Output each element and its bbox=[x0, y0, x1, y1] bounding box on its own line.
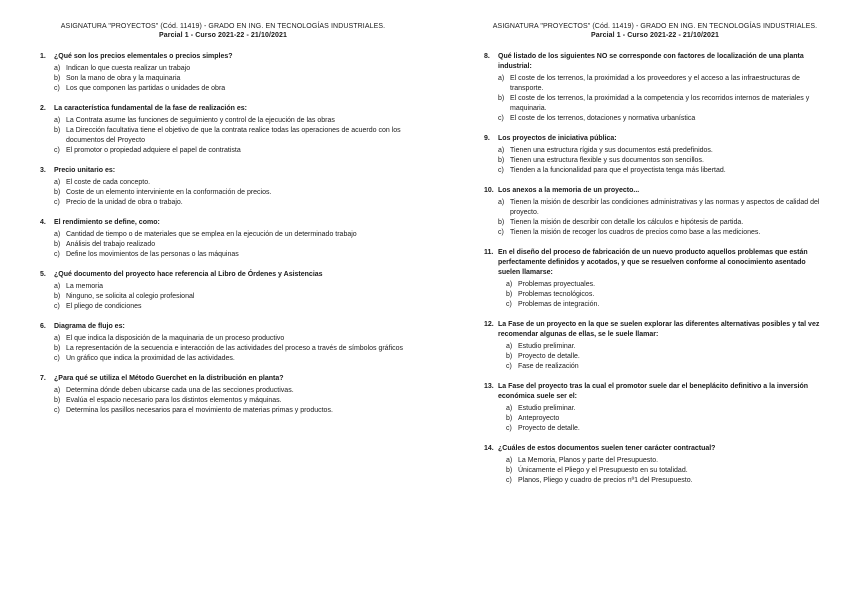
question-item bbox=[484, 134, 826, 176]
answer-options bbox=[484, 146, 826, 176]
option-label: c) bbox=[506, 425, 512, 432]
option-text: La Dirección facultativa tiene el objetivo de que la contrata realice todas las operaciones de acuerdo con los documentos del Proyecto bbox=[66, 127, 401, 144]
answer-options bbox=[40, 282, 406, 312]
option-label: b) bbox=[506, 353, 513, 360]
answer-options bbox=[40, 116, 406, 156]
option-text: Tienen una estructura rígida y sus documentos está predefinidos. bbox=[510, 147, 713, 154]
option-text: El promotor o propiedad adquiere el papel de contratista bbox=[66, 147, 241, 154]
option-label: b) bbox=[506, 291, 513, 298]
option-label: c) bbox=[506, 477, 512, 484]
answer-option bbox=[484, 476, 826, 486]
option-text: Determina los pasillos necesarios para el movimiento de materias primas y productos. bbox=[66, 407, 333, 414]
header-course-line: ASIGNATURA "PROYECTOS" (Cód. 11419) - GRADO EN ING. EN TECNOLOGÍAS INDUSTRIALES. bbox=[60, 23, 386, 30]
option-text: El coste de cada concepto. bbox=[66, 179, 151, 186]
answer-options bbox=[40, 334, 406, 364]
answer-option bbox=[40, 282, 406, 292]
option-label: b) bbox=[54, 397, 61, 404]
question-number: 4. bbox=[40, 219, 46, 226]
question-title bbox=[40, 322, 406, 332]
option-text: La representación de la secuencia e interacción de las actividades del proceso a través de símbolos gráficos bbox=[66, 345, 403, 352]
option-text: Planos, Pliego y cuadro de precios nº1 del Presupuesto. bbox=[518, 477, 693, 484]
option-label: a) bbox=[498, 75, 505, 82]
header-course-line: ASIGNATURA "PROYECTOS" (Cód. 11419) - GRADO EN ING. EN TECNOLOGÍAS INDUSTRIALES. bbox=[492, 23, 818, 30]
option-text: Estudio preliminar. bbox=[518, 405, 576, 412]
option-text: Tienden a la funcionalidad para que el proyectista tenga más libertad. bbox=[510, 167, 726, 174]
option-text: Problemas de integración. bbox=[518, 301, 600, 308]
option-label: c) bbox=[54, 407, 60, 414]
option-label: b) bbox=[54, 189, 61, 196]
answer-option bbox=[40, 250, 406, 260]
option-label: c) bbox=[54, 251, 60, 258]
answer-option bbox=[484, 342, 826, 352]
option-text: Proyecto de detalle. bbox=[518, 425, 580, 432]
option-label: a) bbox=[498, 199, 505, 206]
question-title bbox=[40, 166, 406, 176]
option-text: Ninguno, se solicita al colegio profesional bbox=[66, 293, 195, 300]
header-exam-line: Parcial 1 - Curso 2021-22 - 21/10/2021 bbox=[591, 32, 719, 39]
answer-options bbox=[40, 178, 406, 208]
answer-option bbox=[484, 352, 826, 362]
answer-options bbox=[484, 198, 826, 238]
option-label: c) bbox=[506, 363, 512, 370]
question-number: 3. bbox=[40, 167, 46, 174]
option-label: c) bbox=[54, 199, 60, 206]
question-item bbox=[484, 444, 826, 486]
option-text: Problemas proyectuales. bbox=[518, 281, 596, 288]
option-label: c) bbox=[54, 303, 60, 310]
question-number: 13. bbox=[484, 383, 494, 390]
option-text: Son la mano de obra y la maquinaria bbox=[66, 75, 181, 82]
answer-option bbox=[40, 334, 406, 344]
page-header bbox=[40, 22, 406, 40]
answer-option bbox=[40, 396, 406, 406]
option-text: La Memoria, Planos y parte del Presupuesto. bbox=[518, 457, 659, 464]
question-text: Los proyectos de iniciativa pública: bbox=[498, 135, 617, 142]
option-text: Tienen la misión de describir con detalle los cálculos e hipótesis de partida. bbox=[510, 219, 744, 226]
question-text: ¿Para qué se utiliza el Método Guerchet en la distribución en planta? bbox=[54, 375, 284, 382]
question-number: 1. bbox=[40, 53, 46, 60]
option-label: a) bbox=[54, 387, 61, 394]
question-item bbox=[40, 374, 406, 416]
answer-option bbox=[40, 198, 406, 208]
question-text: La Fase del proyecto tras la cual el promotor suele dar el beneplácito definitivo a la inversión económica suele ser el: bbox=[498, 383, 809, 400]
answer-options bbox=[484, 404, 826, 434]
option-text: El coste de los terrenos, la proximidad a la competencia y los recorridos internos de materiales y maquinaria. bbox=[510, 95, 810, 112]
question-item bbox=[40, 166, 406, 208]
option-text: Evalúa el espacio necesario para los distintos elementos y máquinas. bbox=[66, 397, 282, 404]
answer-option bbox=[484, 146, 826, 156]
answer-option bbox=[484, 424, 826, 434]
option-label: c) bbox=[54, 355, 60, 362]
question-text: Diagrama de flujo es: bbox=[54, 323, 125, 330]
question-number: 8. bbox=[484, 53, 490, 60]
option-label: b) bbox=[54, 293, 61, 300]
option-label: a) bbox=[54, 335, 61, 342]
option-label: a) bbox=[54, 117, 61, 124]
question-text: La característica fundamental de la fase de realización es: bbox=[54, 105, 247, 112]
option-label: b) bbox=[54, 345, 61, 352]
answer-option bbox=[40, 230, 406, 240]
question-title bbox=[484, 248, 826, 278]
option-text: Problemas tecnológicos. bbox=[518, 291, 595, 298]
option-text: El coste de los terrenos, dotaciones y normativa urbanística bbox=[510, 115, 696, 122]
option-label: c) bbox=[498, 229, 504, 236]
question-item bbox=[484, 52, 826, 124]
option-label: a) bbox=[54, 231, 61, 238]
option-label: c) bbox=[54, 147, 60, 154]
question-title bbox=[40, 374, 406, 384]
option-text: Anteproyecto bbox=[518, 415, 560, 422]
question-list-right bbox=[484, 52, 826, 486]
option-text: Proyecto de detalle. bbox=[518, 353, 580, 360]
option-label: b) bbox=[506, 467, 513, 474]
question-title bbox=[40, 52, 406, 62]
question-number: 5. bbox=[40, 271, 46, 278]
question-number: 12. bbox=[484, 321, 494, 328]
answer-options bbox=[40, 230, 406, 260]
option-label: b) bbox=[54, 241, 61, 248]
option-text: Tienen la misión de recoger los cuadros de precios como base a las mediciones. bbox=[510, 229, 761, 236]
option-label: a) bbox=[54, 65, 61, 72]
question-number: 6. bbox=[40, 323, 46, 330]
question-number: 10. bbox=[484, 187, 494, 194]
answer-options bbox=[484, 456, 826, 486]
question-number: 2. bbox=[40, 105, 46, 112]
option-label: a) bbox=[54, 283, 61, 290]
option-text: Coste de un elemento interviniente en la conformación de precios. bbox=[66, 189, 272, 196]
question-title bbox=[484, 382, 826, 402]
answer-option bbox=[484, 218, 826, 228]
question-number: 7. bbox=[40, 375, 46, 382]
answer-option bbox=[40, 146, 406, 156]
answer-option bbox=[484, 198, 826, 218]
question-title bbox=[484, 444, 826, 454]
question-text: La Fase de un proyecto en la que se suelen explorar las diferentes alternativas posibles y tal vez recomendar algunas de ellas, se le suele llamar: bbox=[498, 321, 820, 338]
answer-option bbox=[40, 354, 406, 364]
option-text: Determina dónde deben ubicarse cada una de las secciones productivas. bbox=[66, 387, 294, 394]
answer-options bbox=[40, 386, 406, 416]
answer-option bbox=[484, 280, 826, 290]
option-text: Un gráfico que indica la proximidad de las actividades. bbox=[66, 355, 235, 362]
question-title bbox=[40, 104, 406, 114]
option-label: b) bbox=[54, 75, 61, 82]
option-text: Precio de la unidad de obra o trabajo. bbox=[66, 199, 183, 206]
answer-option bbox=[40, 84, 406, 94]
answer-option bbox=[40, 126, 406, 146]
option-text: La memoria bbox=[66, 283, 103, 290]
answer-option bbox=[40, 302, 406, 312]
answer-option bbox=[484, 466, 826, 476]
option-label: b) bbox=[498, 219, 505, 226]
option-label: b) bbox=[54, 127, 61, 134]
question-item bbox=[40, 52, 406, 94]
option-label: b) bbox=[498, 95, 505, 102]
page-header bbox=[484, 22, 826, 40]
question-number: 14. bbox=[484, 445, 494, 452]
answer-option bbox=[40, 64, 406, 74]
question-text: ¿Cuáles de estos documentos suelen tener carácter contractual? bbox=[498, 445, 716, 452]
question-item bbox=[40, 322, 406, 364]
option-text: El pliego de condiciones bbox=[66, 303, 142, 310]
question-item bbox=[484, 186, 826, 238]
question-text: Qué listado de los siguientes NO se corresponde con factores de localización de una planta industrial: bbox=[498, 53, 804, 70]
option-text: Los que componen las partidas o unidades de obra bbox=[66, 85, 226, 92]
answer-option bbox=[40, 74, 406, 84]
option-label: b) bbox=[506, 415, 513, 422]
question-item bbox=[484, 248, 826, 310]
question-item bbox=[40, 270, 406, 312]
question-text: El rendimiento se define, como: bbox=[54, 219, 160, 226]
question-text: ¿Qué documento del proyecto hace referencia al Libro de Órdenes y Asistencias bbox=[54, 271, 323, 278]
right-page bbox=[424, 0, 848, 599]
option-label: a) bbox=[54, 179, 61, 186]
answer-option bbox=[484, 228, 826, 238]
question-item bbox=[40, 218, 406, 260]
answer-options bbox=[484, 342, 826, 372]
option-label: c) bbox=[54, 85, 60, 92]
answer-option bbox=[40, 178, 406, 188]
answer-options bbox=[484, 280, 826, 310]
answer-option bbox=[484, 456, 826, 466]
option-label: a) bbox=[506, 281, 513, 288]
question-title bbox=[484, 52, 826, 72]
option-label: b) bbox=[498, 157, 505, 164]
option-label: a) bbox=[506, 343, 513, 350]
answer-option bbox=[40, 240, 406, 250]
option-text: Define los movimientos de las personas o las máquinas bbox=[66, 251, 239, 258]
question-text: Los anexos a la memoria de un proyecto... bbox=[498, 187, 640, 194]
question-text: Precio unitario es: bbox=[54, 167, 116, 174]
option-label: a) bbox=[506, 457, 513, 464]
answer-option bbox=[484, 156, 826, 166]
answer-option bbox=[40, 292, 406, 302]
option-label: a) bbox=[506, 405, 513, 412]
option-text: Tienen la misión de describir las condiciones administrativas y las normas y aspectos de calidad del proyecto. bbox=[510, 199, 820, 216]
answer-options bbox=[40, 64, 406, 94]
question-title bbox=[40, 270, 406, 280]
answer-option bbox=[484, 362, 826, 372]
answer-option bbox=[484, 166, 826, 176]
answer-option bbox=[484, 114, 826, 124]
answer-option bbox=[40, 188, 406, 198]
answer-option bbox=[484, 94, 826, 114]
answer-option bbox=[484, 74, 826, 94]
option-text: Fase de realización bbox=[518, 363, 579, 370]
answer-option bbox=[484, 404, 826, 414]
option-text: Indican lo que cuesta realizar un trabajo bbox=[66, 65, 191, 72]
option-text: Tienen una estructura flexible y sus documentos son sencillos. bbox=[510, 157, 704, 164]
option-text: El coste de los terrenos, la proximidad a los proveedores y el acceso a las infraestructuras de transporte. bbox=[510, 75, 800, 92]
question-title bbox=[484, 186, 826, 196]
answer-option bbox=[40, 386, 406, 396]
header-exam-line: Parcial 1 - Curso 2021-22 - 21/10/2021 bbox=[159, 32, 287, 39]
answer-options bbox=[484, 74, 826, 124]
question-title bbox=[40, 218, 406, 228]
answer-option bbox=[484, 290, 826, 300]
option-label: c) bbox=[498, 167, 504, 174]
question-item bbox=[484, 382, 826, 434]
answer-option bbox=[40, 344, 406, 354]
option-label: c) bbox=[506, 301, 512, 308]
question-number: 11. bbox=[484, 249, 494, 256]
option-text: Análisis del trabajo realizado bbox=[66, 241, 156, 248]
question-title bbox=[484, 320, 826, 340]
answer-option bbox=[40, 116, 406, 126]
answer-option bbox=[484, 300, 826, 310]
option-label: a) bbox=[498, 147, 505, 154]
question-number: 9. bbox=[484, 135, 490, 142]
option-label: c) bbox=[498, 115, 504, 122]
option-text: Únicamente el Pliego y el Presupuesto en su totalidad. bbox=[518, 467, 688, 474]
question-list-left bbox=[40, 52, 406, 416]
question-item bbox=[40, 104, 406, 156]
option-text: El que indica la disposición de la maquinaria de un proceso productivo bbox=[66, 335, 285, 342]
option-text: La Contrata asume las funciones de seguimiento y control de la ejecución de las obras bbox=[66, 117, 335, 124]
option-text: Estudio preliminar. bbox=[518, 343, 576, 350]
question-text: En el diseño del proceso de fabricación de un nuevo producto aquellos problemas que están perfectamente definidos y acotados, y que se resuelven conforme al conocimiento asentado suelen llamarse: bbox=[498, 249, 808, 276]
question-item bbox=[484, 320, 826, 372]
option-text: Cantidad de tiempo o de materiales que se emplea en la ejecución de un determinado trabajo bbox=[66, 231, 357, 238]
answer-option bbox=[484, 414, 826, 424]
question-text: ¿Qué son los precios elementales o precios simples? bbox=[54, 53, 233, 60]
question-title bbox=[484, 134, 826, 144]
answer-option bbox=[40, 406, 406, 416]
